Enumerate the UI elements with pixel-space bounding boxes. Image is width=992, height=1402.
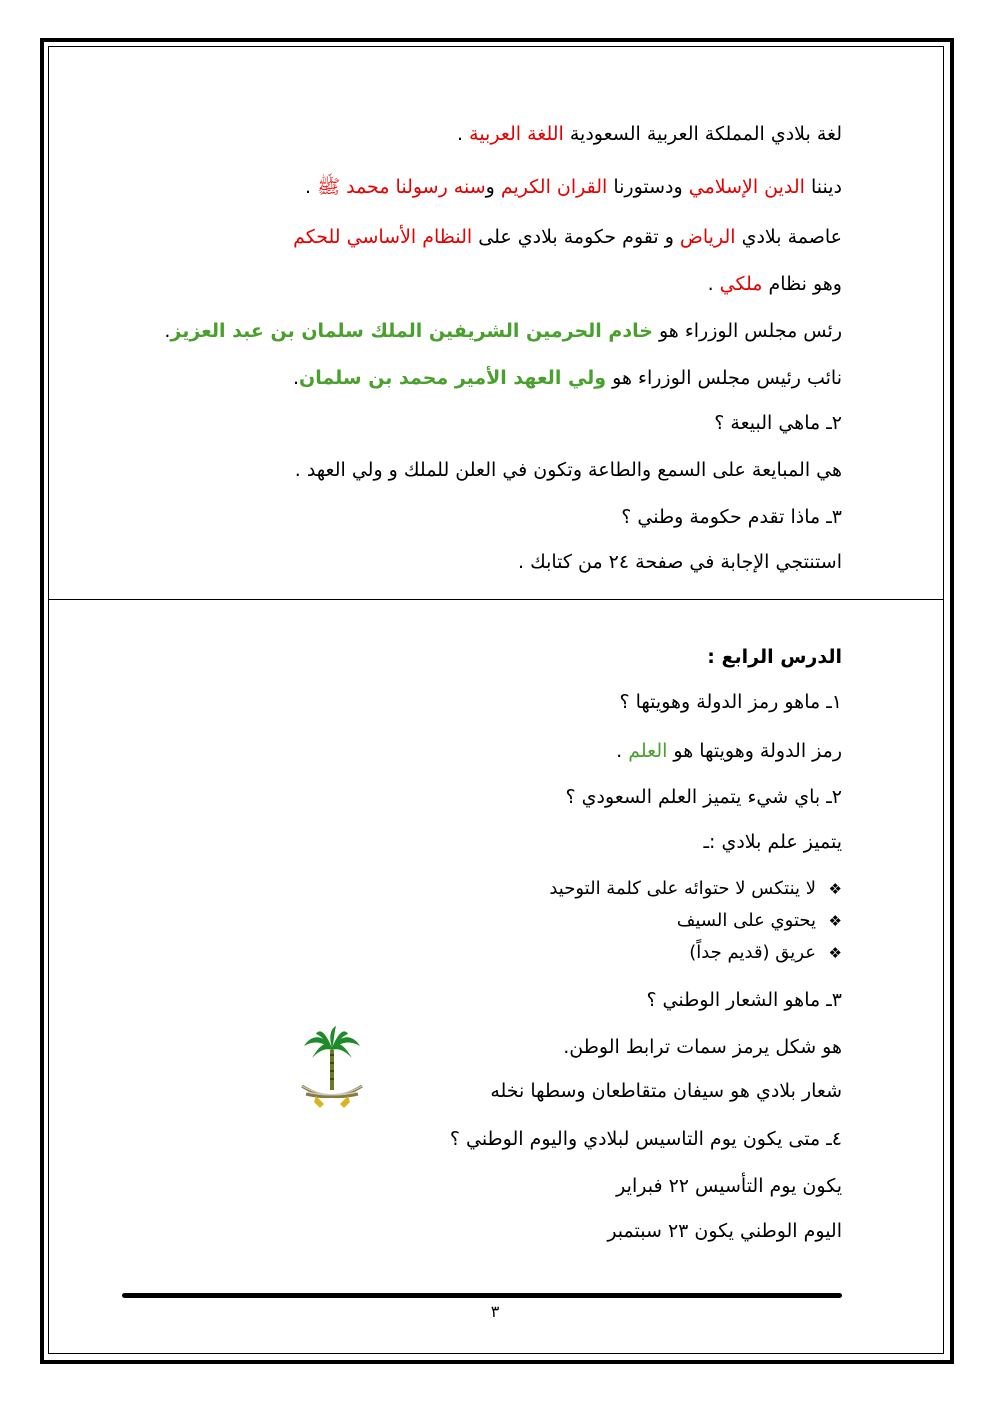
text: رمز الدولة وهويتها هو (667, 740, 842, 762)
section-divider (48, 599, 944, 600)
text: عاصمة بلادي (735, 226, 842, 248)
question-bayah: ٢ـ ماهي البيعة ؟ (714, 412, 842, 434)
diamond-bullet-icon: ❖ (828, 880, 842, 898)
text: . (305, 176, 318, 198)
diamond-bullet-icon: ❖ (828, 944, 842, 962)
line-prime-minister (164, 319, 842, 343)
list-item-text: يحتوي على السيف (676, 910, 816, 931)
text: و تقوم حكومة بلادي على (472, 226, 680, 248)
line-system (708, 272, 842, 296)
highlight-basic-law: النظام الأساسي للحكم (293, 226, 473, 248)
text: ودستورنا (607, 176, 689, 198)
text: . (164, 320, 171, 342)
highlight-monarchy: ملكي (719, 273, 763, 295)
list-item-text: عريق (قديم جداً) (689, 942, 816, 963)
text: . (293, 367, 300, 389)
line-religion (305, 175, 842, 199)
diamond-bullet-icon: ❖ (828, 912, 842, 930)
highlight-quran: القران الكريم (500, 176, 608, 198)
text: رئس مجلس الوزراء هو (652, 320, 842, 342)
answer-national-day: اليوم الوطني يكون ٢٣ سبتمبر (607, 1220, 842, 1242)
page-number: ٣ (490, 1302, 500, 1321)
text: لغة بلادي المملكة العربية السعودية (563, 123, 842, 145)
lesson-title: الدرس الرابع : (707, 646, 842, 668)
text: . (707, 273, 720, 295)
text: نائب رئيس مجلس الوزراء هو (606, 367, 842, 389)
question-flag: ٢ـ باي شيء يتميز العلم السعودي ؟ (565, 786, 842, 808)
line-deputy-pm (293, 366, 842, 390)
question-dates: ٤ـ متى يكون يوم التاسيس لبلادي واليوم الوطني ؟ (449, 1128, 842, 1150)
highlight-flag: العلم (628, 740, 668, 762)
list-item (549, 937, 842, 969)
palm-swords-emblem-icon (296, 1024, 368, 1110)
highlight-crown-prince: ولي العهد الأمير محمد بن سلمان (299, 367, 607, 389)
text: وهو نظام (762, 273, 842, 295)
flag-features-list (549, 873, 842, 969)
question-emblem: ٣ـ ماهو الشعار الوطني ؟ (646, 989, 842, 1011)
question-symbol: ١ـ ماهو رمز الدولة وهويتها ؟ (619, 691, 842, 713)
list-item (549, 873, 842, 905)
line-language (457, 122, 842, 146)
footer-rule (122, 1293, 842, 1298)
answer-bayah: هي المبايعة على السمع والطاعة وتكون في العلن للملك و ولي العهد . (294, 459, 842, 481)
text: . (457, 123, 470, 145)
answer-government: استنتجي الإجابة في صفحة ٢٤ من كتابك . (518, 551, 842, 573)
answer-founding-day: يكون يوم التأسيس ٢٢ فبراير (616, 1175, 842, 1197)
list-item-text: لا ينتكس لا حتوائه على كلمة التوحيد (549, 878, 816, 899)
highlight-king-salman: خادم الحرمين الشريفين الملك سلمان بن عبد العزيز (170, 320, 653, 342)
answer-emblem-2: شعار بلادي هو سيفان متقاطعان وسطها نخله (490, 1080, 842, 1102)
highlight-riyadh: الرياض (679, 226, 736, 248)
text: و (485, 176, 501, 198)
text: ديننا (804, 176, 842, 198)
answer-flag-intro: يتميز علم بلادي :ـ (703, 831, 842, 853)
question-government: ٣ـ ماذا تقدم حكومة وطني ؟ (621, 506, 842, 528)
text: . (616, 740, 629, 762)
line-capital (293, 225, 842, 249)
highlight-arabic-language: اللغة العربية (469, 123, 564, 145)
highlight-islam: الدين الإسلامي (688, 176, 805, 198)
answer-emblem-1: هو شكل يرمز سمات ترابط الوطن. (563, 1036, 842, 1058)
list-item (549, 905, 842, 937)
answer-symbol (616, 739, 842, 763)
highlight-sunnah: سنه رسولنا محمد ﷺ (317, 176, 486, 198)
